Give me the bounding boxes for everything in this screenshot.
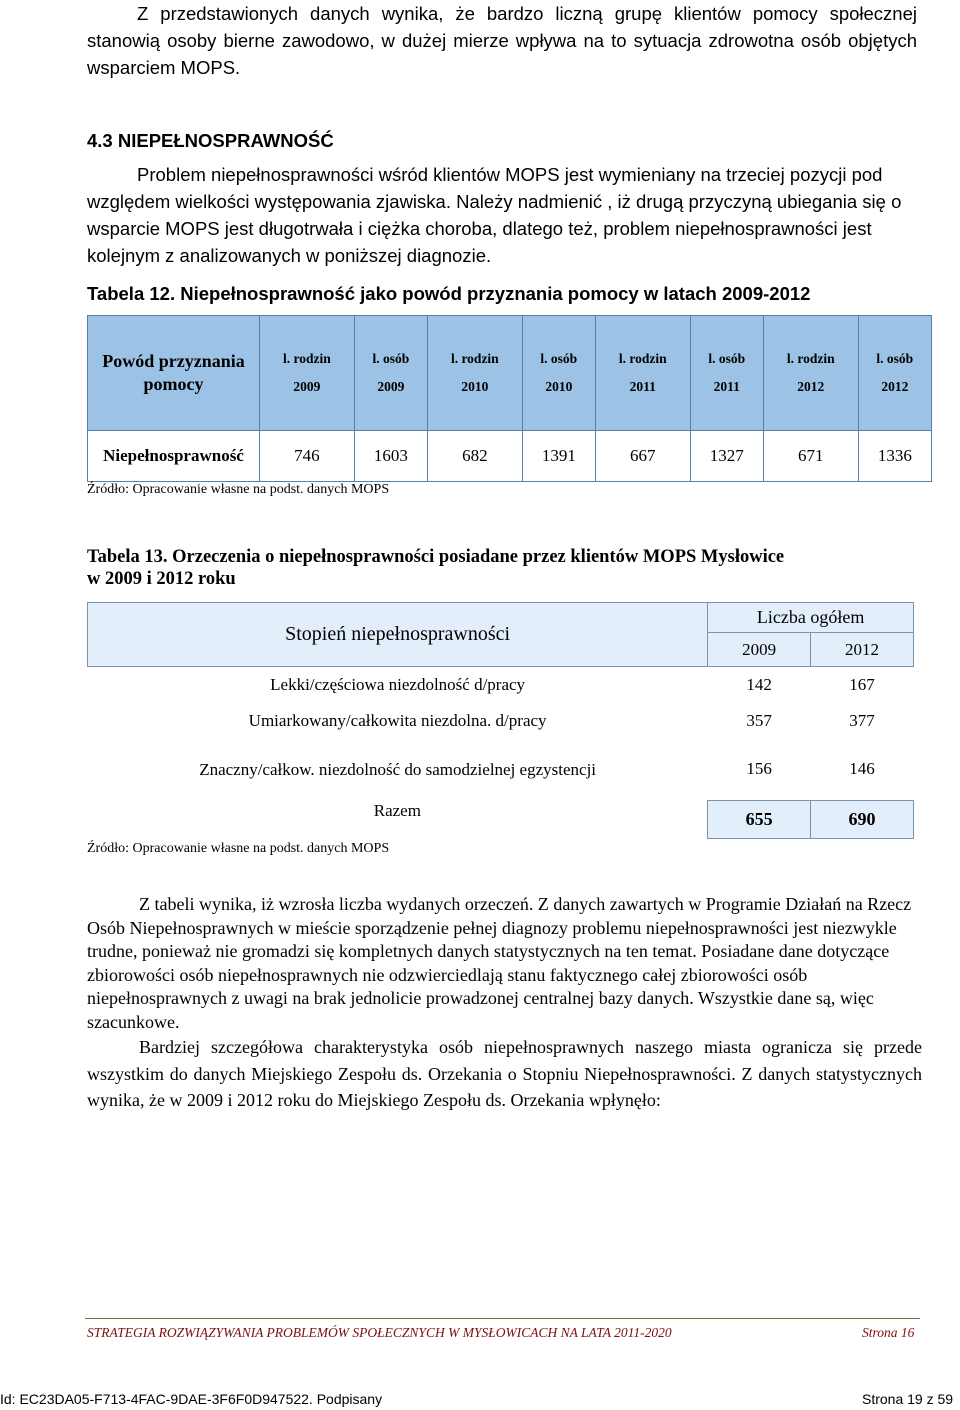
table-cell: 682: [427, 431, 522, 482]
table13-header-total: Liczba ogółem: [708, 603, 914, 633]
table13-source: Źródło: Opracowanie własne na podst. danych MOPS: [87, 841, 390, 856]
table-cell: 1603: [354, 431, 427, 482]
table-cell: 156: [746, 759, 772, 779]
footer-divider: [85, 1318, 920, 1319]
section-paragraph: Problem niepełnosprawności wśród klientów MOPS jest wymieniany na trzeciej pozycji pod względem wielkości występowania zjawiska. Należy nadmienić , iż drugą przyczyną ubiegania się o wsparcie MOPS jest długotrwała i ciężka choroba, dlatego też, problem niepełnosprawności jest kolejnym z analizowanych w poniższej diagnozie.: [87, 164, 902, 266]
table12-col-header: [260, 316, 355, 431]
table13-header-degree: Stopień niepełnosprawności: [88, 603, 708, 667]
document-id: Id: EC23DA05-F713-4FAC-9DAE-3F6F0D947522. Podpisany: [0, 1391, 383, 1407]
col-label: l. osób: [372, 351, 410, 366]
table13-total-b: 690: [811, 801, 914, 839]
table13-year-a: 2009: [708, 633, 811, 667]
col-year: 2012: [797, 379, 825, 394]
table13-year-b: 2012: [811, 633, 914, 667]
col-year: 2009: [377, 379, 405, 394]
table-cell: 671: [763, 431, 858, 482]
table13-row-label: Znaczny/całkow. niezdolność do samodzielnej egzystencji: [199, 759, 597, 779]
table12-source: Źródło: Opracowanie własne na podst. danych MOPS: [87, 482, 390, 497]
col-label: l. osób: [876, 351, 914, 366]
col-year: 2011: [713, 379, 740, 394]
table12-col-header: [522, 316, 595, 431]
table-cell: 746: [260, 431, 355, 482]
table12-header-reason-text: Powód przyznania pomocy: [102, 351, 245, 394]
table12-col-header: [427, 316, 522, 431]
table13-total-row: [88, 801, 914, 839]
table13-total-label: Razem: [373, 800, 421, 820]
table13-row-label: Umiarkowany/całkowita niezdolna. d/pracy: [248, 710, 547, 730]
table13-caption-line1: Tabela 13. Orzeczenia o niepełnosprawności posiadane przez klientów MOPS Mysłowice: [87, 547, 785, 567]
table-cell: 1336: [858, 431, 931, 482]
table13-header-row1: [88, 603, 914, 633]
table-cell: 1391: [522, 431, 595, 482]
table12-col-header: [595, 316, 690, 431]
col-year: 2011: [629, 379, 656, 394]
table-cell: 377: [849, 710, 875, 730]
col-year: 2010: [461, 379, 489, 394]
table12-row: [88, 431, 932, 482]
table12-row-label: Niepełnosprawność: [88, 431, 260, 482]
table12: [87, 315, 932, 482]
col-label: l. rodzin: [282, 351, 331, 366]
col-label: l. rodzin: [786, 351, 835, 366]
table-cell: 667: [595, 431, 690, 482]
table-cell: 1327: [690, 431, 763, 482]
table13-caption: [87, 546, 784, 590]
document-page-count: Strona 19 z 59: [862, 1391, 954, 1407]
table12-col-header: [858, 316, 931, 431]
col-label: l. osób: [708, 351, 746, 366]
table-row: [88, 739, 914, 801]
intro-paragraph: Z przedstawionych danych wynika, że bardzo liczną grupę klientów pomocy społecznej stanowią osoby bierne zawodowo, w dużej mierze wpływa na to sytuacja zdrowotna osób objętych wsparciem MOPS.: [87, 3, 917, 78]
table-cell: 167: [849, 674, 875, 694]
section-heading: 4.3 NIEPEŁNOSPRAWNOŚĆ: [87, 130, 334, 151]
table-cell: 142: [746, 674, 772, 694]
footer-page-number: Strona 16: [862, 1325, 915, 1340]
conclusion-paragraph-1: Z tabeli wynika, iż wzrosła liczba wydanych orzeczeń. Z danych zawartych w Programie Działań na Rzecz Osób Niepełnosprawnych w mieście sporządzenie pełnej diagnozy problemu niepełnosprawności jest niezwykle trudne, ponieważ nie gromadzi się kompletnych danych statystycznych na ten temat. Posiadane dane dotyczące zbiorowości osób niepełnosprawnych nie odzwierciedlają stanu faktycznego całej zbiorowości osób niepełnosprawnych z uwagi na brak jednolicie prowadzonej centralnej bazy danych. Wszystkie dane są, więc szacunkowe.: [87, 894, 912, 1032]
table-cell: 357: [746, 710, 772, 730]
conclusion-paragraph-2: Bardziej szczegółowa charakterystyka osób niepełnosprawnych naszego miasta ogranicza się przede wszystkim do danych Miejskiego Zespołu ds. Orzekania o Stopniu Niepełnosprawności. Z danych statystycznych wynika, że w 2009 i 2012 roku do Miejskiego Zespołu ds. Orzekania wpłynęło:: [87, 1037, 922, 1110]
col-label: l. rodzin: [450, 351, 499, 366]
table12-header-reason: [88, 316, 260, 431]
col-year: 2009: [293, 379, 321, 394]
table-row: [88, 667, 914, 703]
col-year: 2010: [545, 379, 573, 394]
table12-col-header: [763, 316, 858, 431]
table13-caption-line2: w 2009 i 2012 roku: [87, 569, 236, 589]
table12-col-header: [354, 316, 427, 431]
col-label: l. rodzin: [618, 351, 667, 366]
table-row: [88, 703, 914, 739]
table12-caption: Tabela 12. Niepełnosprawność jako powód przyznania pomocy w latach 2009-2012: [87, 283, 811, 304]
footer-title: STRATEGIA ROZWIĄZYWANIA PROBLEMÓW SPOŁECZNYCH W MYSŁOWICACH NA LATA 2011-2020: [87, 1325, 672, 1340]
table12-col-header: [690, 316, 763, 431]
col-label: l. osób: [540, 351, 578, 366]
table12-header-row: [88, 316, 932, 431]
table13-row-label: Lekki/częściowa niezdolność d/pracy: [270, 674, 526, 694]
table-cell: 146: [849, 759, 875, 779]
col-year: 2012: [881, 379, 909, 394]
table13: [87, 602, 914, 839]
table13-total-a: 655: [708, 801, 811, 839]
